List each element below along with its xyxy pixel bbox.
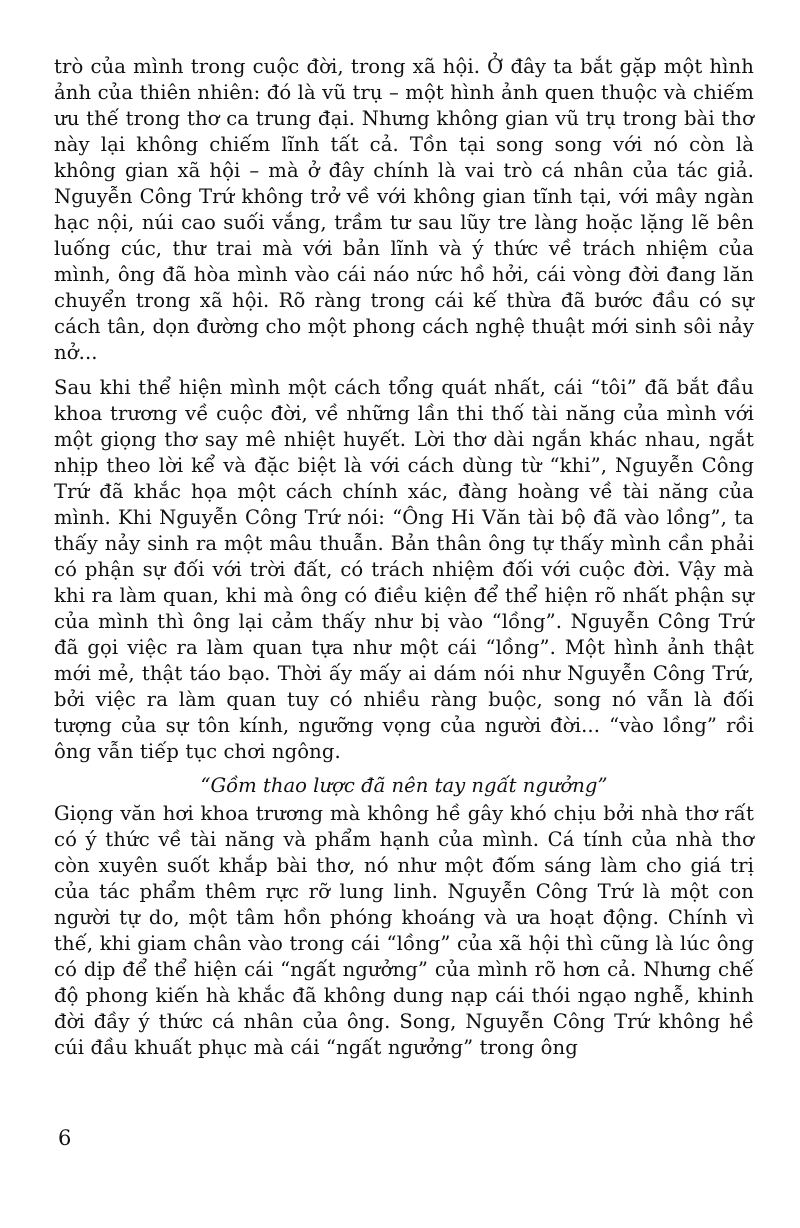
body-text: [54, 54, 754, 1061]
paragraph-1: trò của mình trong cuộc đời, trong xã hội. Ở đây ta bắt gặp một hình ảnh của thiên nhiên: đó là vũ trụ – một hình ảnh quen thuộc và chiếm ưu thế trong thơ ca trung đại. Nhưng không gian vũ trụ trong bài thơ này lại không chiếm lĩnh tất cả. Tồn tại song song với nó còn là không gian xã hội – mà ở đây chính là vai trò cá nhân của tác giả. Nguyễn Công Trứ không trở về với không gian tĩnh tại, với mây ngàn hạc nội, núi cao suối vắng, trầm tư sau lũy tre làng hoặc lặng lẽ bên luống cúc, thư trai mà với bản lĩnh và ý thức về trách nhiệm của mình, ông đã hòa mình vào cái náo nức hồ hởi, cái vòng đời đang lăn chuyển trong xã hội. Rõ ràng trong cái kế thừa đã bước đầu có sự cách tân, dọn đường cho một phong cách nghệ thuật mới sinh sôi nảy nở...: [54, 55, 754, 364]
paragraph-3: Giọng văn hơi khoa trương mà không hề gây khó chịu bởi nhà thơ rất có ý thức về tài năng và phẩm hạnh của mình. Cá tính của nhà thơ còn xuyên suốt khắp bài thơ, nó như một đốm sáng làm cho giá trị của tác phẩm thêm rực rỡ lung linh. Nguyễn Công Trứ là một con người tự do, một tâm hồn phóng khoáng và ưa hoạt động. Chính vì thế, khi giam chân vào trong cái “lồng” của xã hội thì cũng là lúc ông có dịp để thể hiện cái “ngất ngưởng” của mình rõ hơn cả. Nhưng chế độ phong kiến hà khắc đã không dung nạp cái thói ngạo nghễ, khinh đời đầy ý thức cá nhân của ông. Song, Nguyễn Công Trứ không hề cúi đầu khuất phục mà cái “ngất ngưởng” trong ông: [54, 802, 754, 1059]
quoted-verse: “Gồm thao lược đã nên tay ngất ngưởng”: [200, 774, 608, 797]
paragraph-spacer: [54, 366, 754, 375]
page-number: 6: [58, 1126, 72, 1150]
paragraph-2: Sau khi thể hiện mình một cách tổng quát nhất, cái “tôi” đã bắt đầu khoa trương về cuộc đời, về những lần thi thố tài năng của mình với một giọng thơ say mê nhiệt huyết. Lời thơ dài ngắn khác nhau, ngắt nhịp theo lời kể và đặc biệt là với cách dùng từ “khi”, Nguyễn Công Trứ đã khắc họa một cách chính xác, đàng hoàng về tài năng của mình. Khi Nguyễn Công Trứ nói: “Ông Hi Văn tài bộ đã vào lồng”, ta thấy nảy sinh ra một mâu thuẫn. Bản thân ông tự thấy mình cần phải có phận sự đối với trời đất, có trách nhiệm đối với cuộc đời. Vậy mà khi ra làm quan, khi mà ông có điều kiện để thể hiện rõ nhất phận sự của mình thì ông lại cảm thấy như bị vào “lồng”. Nguyễn Công Trứ đã gọi việc ra làm quan tựa như một cái “lồng”. Một hình ảnh thật mới mẻ, thật táo bạo. Thời ấy mấy ai dám nói như Nguyễn Công Trứ, bởi việc ra làm quan tuy có nhiều ràng buộc, song nó vẫn là đối tượng của sự tôn kính, ngưỡng vọng của người đời... “vào lồng” rồi ông vẫn tiếp tục chơi ngông.: [54, 376, 754, 763]
